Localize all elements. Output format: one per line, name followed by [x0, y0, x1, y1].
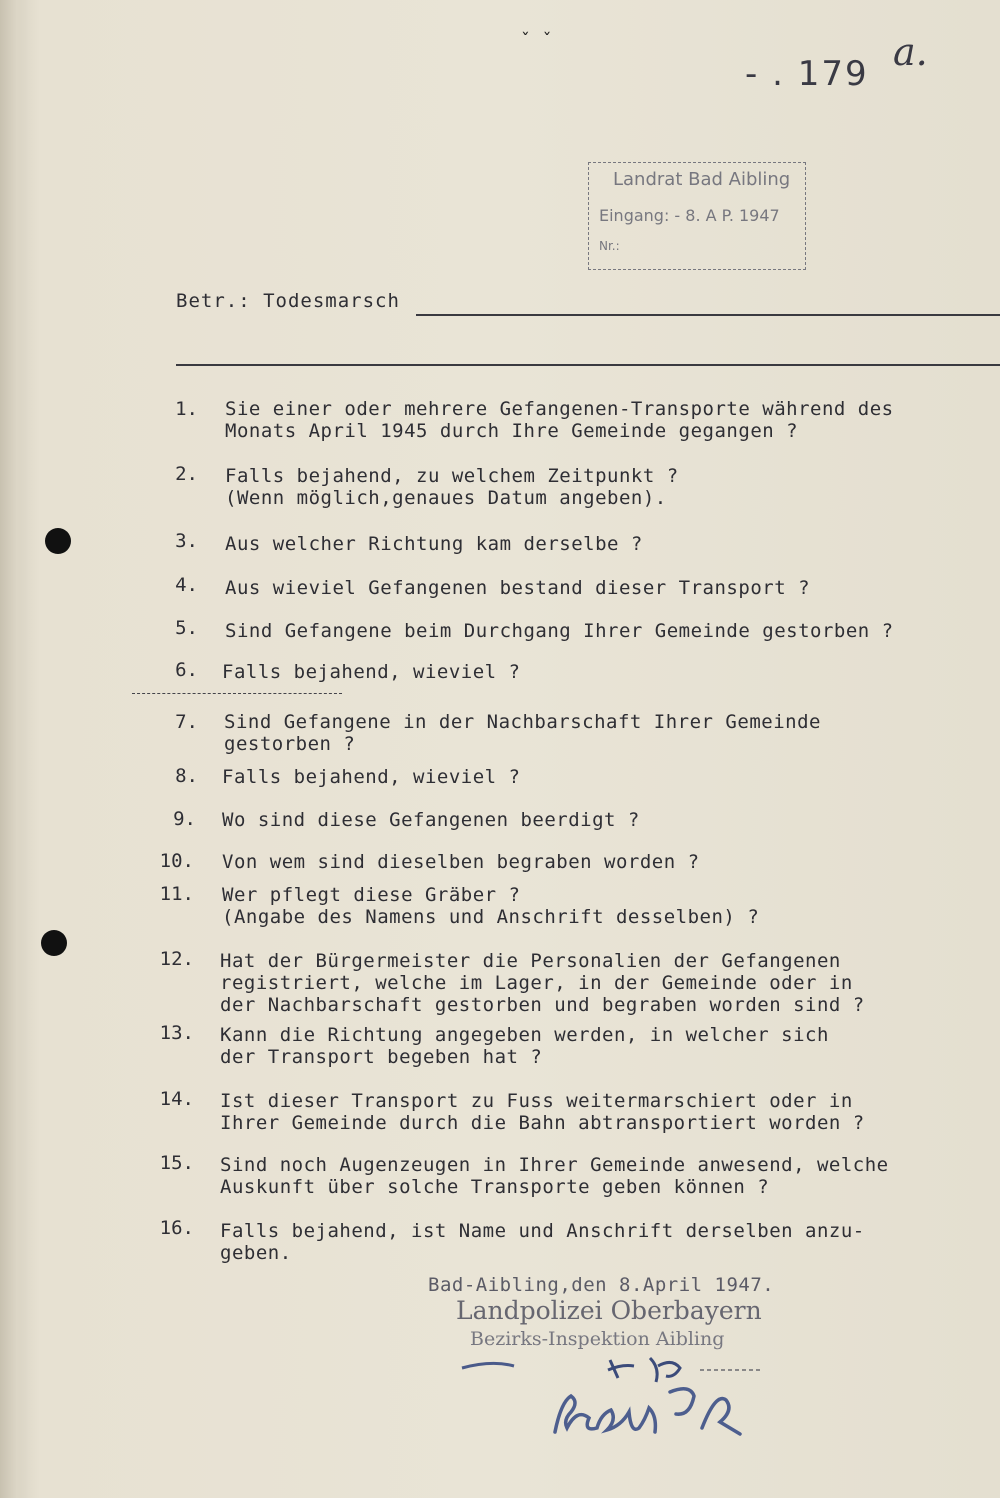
question-number: 2.	[175, 463, 198, 485]
question-text: Sind Gefangene beim Durchgang Ihrer Gemeinde gestorben ?	[225, 620, 894, 642]
authority-stamp-line2: Bezirks-Inspektion Aibling	[470, 1328, 725, 1350]
stamp-received: Eingang: - 8. A P. 1947	[599, 206, 780, 225]
header-divider	[176, 364, 1000, 366]
section-divider	[132, 693, 342, 694]
punch-hole-top	[45, 528, 71, 554]
question-text: Sind noch Augenzeugen in Ihrer Gemeinde anwesend, welche Auskunft über solche Transporte geben können ?	[220, 1154, 889, 1198]
stamp-number: Nr.:	[599, 239, 620, 253]
signature-stroke	[462, 1363, 514, 1368]
question-text: Falls bejahend, zu welchem Zeitpunkt ? (Wenn möglich,genaues Datum angeben).	[225, 465, 679, 509]
signature-name-stroke	[555, 1389, 740, 1434]
stamp-office: Landrat Bad Aibling	[613, 169, 791, 190]
question-number: 11.	[159, 883, 194, 905]
page-number-suffix: a.	[893, 30, 928, 74]
question-text: Aus wieviel Gefangenen bestand dieser Transport ?	[225, 577, 811, 599]
question-number: 7.	[175, 711, 198, 733]
question-text: Von wem sind dieselben begraben worden ?	[222, 851, 700, 873]
question-text: Aus welcher Richtung kam derselbe ?	[225, 533, 643, 555]
question-text: Wo sind diese Gefangenen beerdigt ?	[222, 809, 640, 831]
document-date: Bad-Aibling,den 8.April 1947.	[428, 1274, 775, 1296]
question-text: Wer pflegt diese Gräber ? (Angabe des Namens und Anschrift desselben) ?	[222, 884, 760, 928]
initials-stroke	[608, 1358, 680, 1382]
subject-line: Betr.: Todesmarsch	[176, 290, 400, 312]
authority-stamp-line1: Landpolizei Oberbayern	[456, 1296, 762, 1325]
question-number: 10.	[159, 850, 194, 872]
question-number: 9.	[173, 808, 196, 830]
question-number: 16.	[159, 1217, 194, 1239]
question-number: 1.	[175, 398, 198, 420]
question-number: 13.	[159, 1022, 194, 1044]
question-number: 4.	[175, 574, 198, 596]
question-number: 15.	[159, 1152, 194, 1174]
receipt-stamp	[588, 162, 806, 270]
question-text: Ist dieser Transport zu Fuss weitermarschiert oder in Ihrer Gemeinde durch die Bahn abtransportiert worden ?	[220, 1090, 865, 1134]
question-number: 12.	[159, 948, 194, 970]
question-text: Falls bejahend, ist Name und Anschrift derselben anzu- geben.	[220, 1220, 865, 1264]
page-edge-shadow	[0, 0, 28, 1498]
question-text: Kann die Richtung angegeben werden, in welcher sich der Transport begeben hat ?	[220, 1024, 829, 1068]
question-text: Sie einer oder mehrere Gefangenen-Transporte während des Monats April 1945 durch Ihre Gemeinde gegangen ?	[225, 398, 894, 442]
handwritten-signature	[440, 1340, 800, 1450]
question-number: 5.	[175, 617, 198, 639]
question-number: 6.	[175, 659, 198, 681]
subject-underline	[416, 314, 1000, 316]
question-text: Hat der Bürgermeister die Personalien der Gefangenen registriert, welche im Lager, in der Gemeinde oder in der Nachbarschaft gestorben und begraben worden sind ?	[220, 950, 865, 1016]
question-number: 3.	[175, 530, 198, 552]
top-mark: ˇ ˇ	[520, 30, 553, 51]
question-text: Falls bejahend, wieviel ?	[222, 661, 521, 683]
question-number: 14.	[159, 1088, 194, 1110]
question-number: 8.	[175, 765, 198, 787]
page-number: - . 179	[745, 54, 869, 94]
question-text: Sind Gefangene in der Nachbarschaft Ihrer Gemeinde gestorben ?	[224, 711, 821, 755]
punch-hole-bottom	[41, 930, 67, 956]
question-text: Falls bejahend, wieviel ?	[222, 766, 521, 788]
